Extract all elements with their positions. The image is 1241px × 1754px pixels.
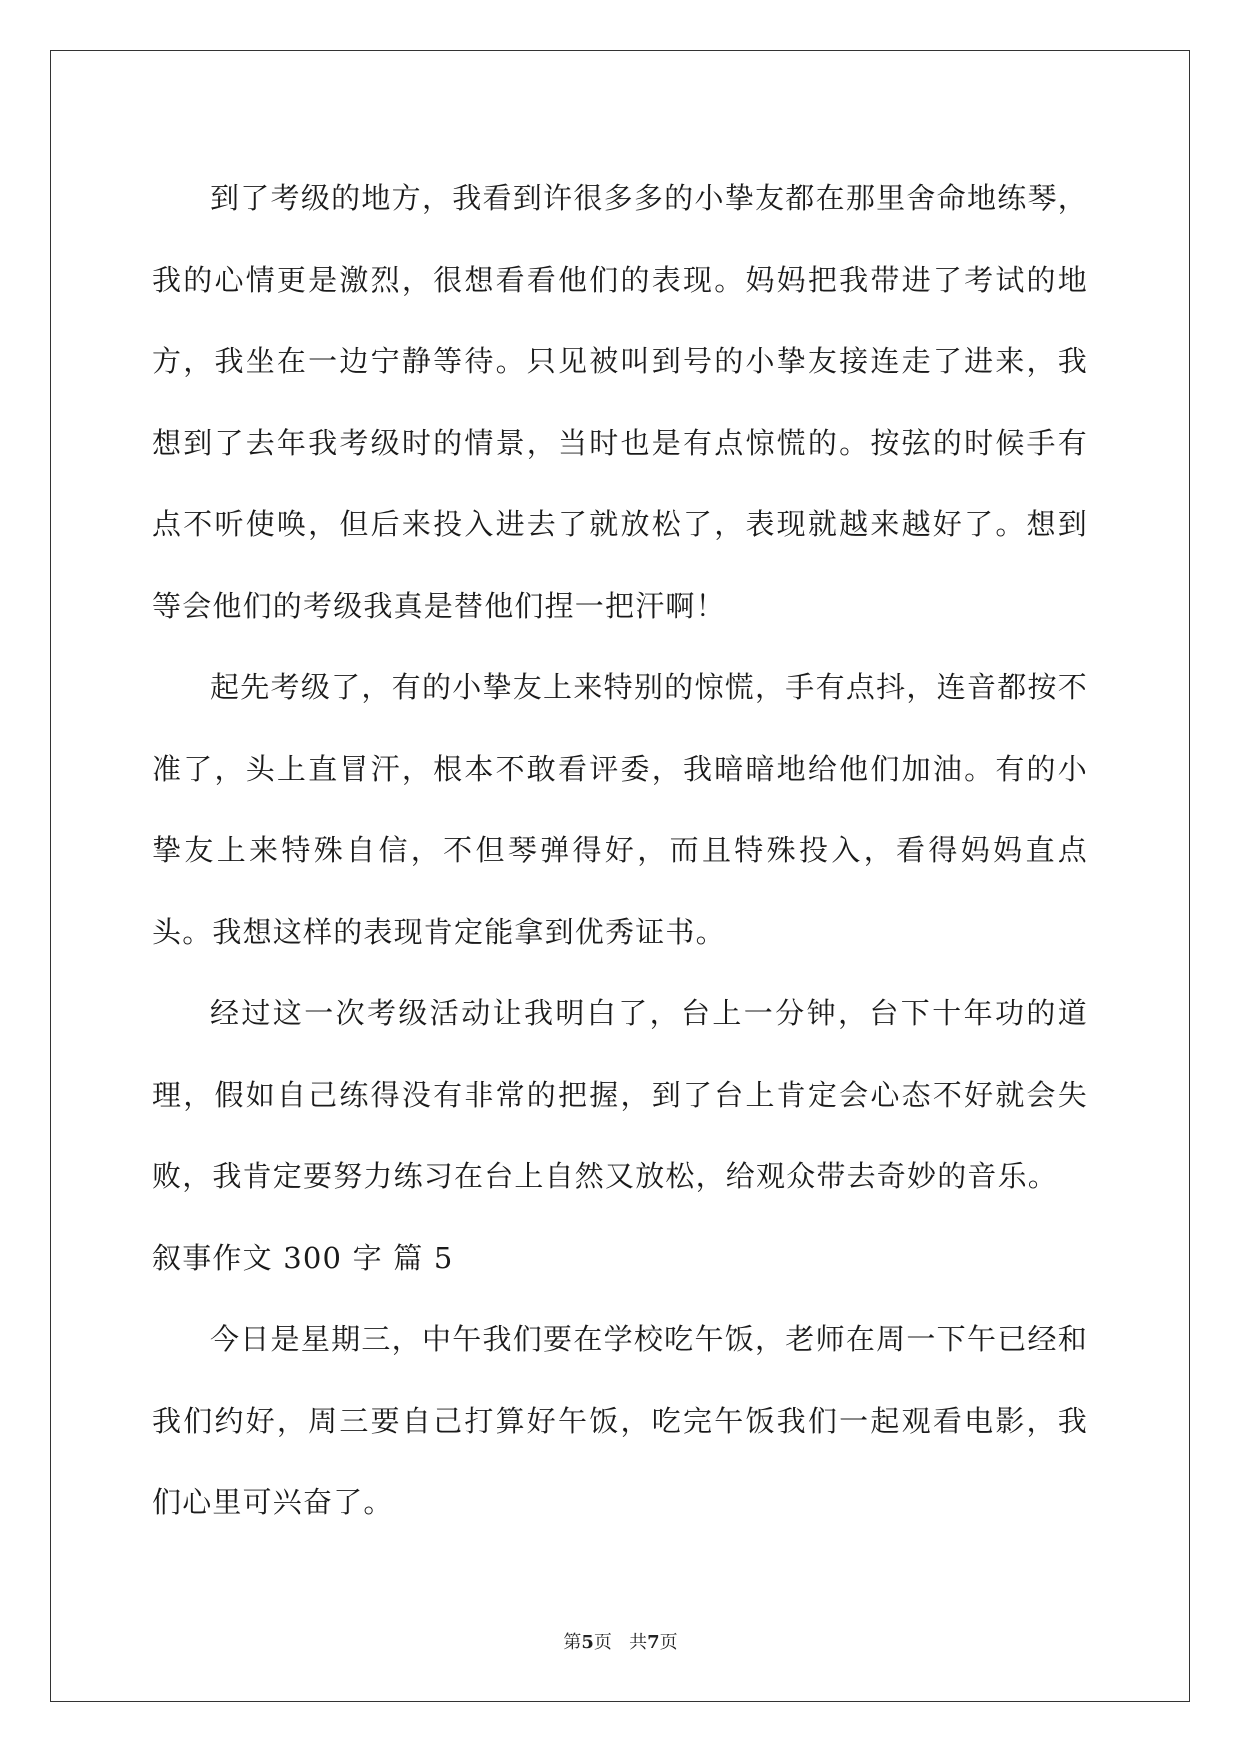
paragraph-2: 起先考级了，有的小挚友上来特别的惊慌，手有点抖，连音都按不准了，头上直冒汗，根本不敢看评委，我暗暗地给他们加油。有的小挚友上来特殊自信，不但琴弹得好，而且特殊投入，看得妈妈直点头。我想这样的表现肯定能拿到优秀证书。: [152, 670, 1088, 949]
paragraph-4: 今日是星期三，中午我们要在学校吃午饭，老师在周一下午已经和我们约好，周三要自己打算好午饭，吃完午饭我们一起观看电影，我们心里可兴奋了。: [152, 1322, 1088, 1519]
section-heading: 叙事作文 300 字 篇 5: [152, 1240, 454, 1275]
document-body: [152, 158, 1088, 1544]
paragraph-1: 到了考级的地方，我看到许很多多的小挚友都在那里舍命地练琴，我的心情更是激烈，很想看看他们的表现。妈妈把我带进了考试的地方，我坐在一边宁静等待。只见被叫到号的小挚友接连走了进来，我想到了去年我考级时的情景，当时也是有点惊慌的。按弦的时候手有点不听使唤，但后来投入进去了就放松了，表现就越来越好了。想到等会他们的考级我真是替他们捏一把汗啊！: [152, 181, 1088, 623]
paragraph-3: 经过这一次考级活动让我明白了，台上一分钟，台下十年功的道理，假如自己练得没有非常的把握，到了台上肯定会心态不好就会失败，我肯定要努力练习在台上自然又放松，给观众带去奇妙的音乐。: [152, 996, 1088, 1193]
page-total-suffix: 页: [659, 1632, 678, 1653]
page-number-footer: [0, 1628, 1241, 1654]
page-current: 5: [581, 1632, 594, 1653]
page-total: 7: [647, 1632, 660, 1653]
page-prefix: 第: [563, 1632, 582, 1653]
page-suffix: 页 共: [593, 1632, 648, 1653]
